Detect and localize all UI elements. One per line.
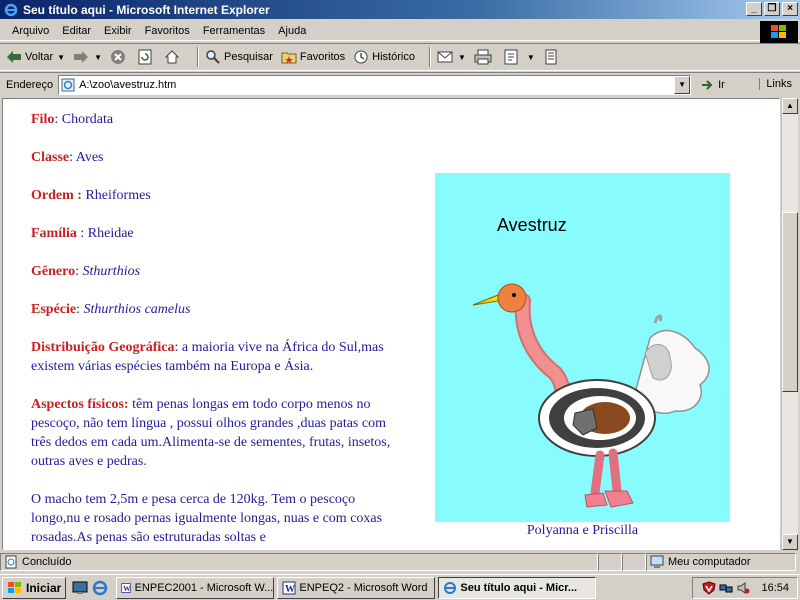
distribuicao-value: a maioria vive na África do Sul,mas existem várias espécies também na Europa e Ásia.: [31, 340, 384, 374]
macho-paragraph: O macho tem 2,5m e pesa cerca de 120kg. Tem o pescoço longo,nu e rosado pernas igualmente longas, nuas e com coxas rosadas.As penas são estruturadas soltas e: [31, 492, 383, 545]
stop-button[interactable]: [110, 49, 129, 65]
classe-row: Classe: Aves: [31, 150, 104, 165]
task-enpeq2[interactable]: [277, 577, 435, 599]
restore-button[interactable]: ❐: [764, 2, 780, 16]
standard-toolbar: [0, 43, 800, 71]
status-text: Concluído: [22, 556, 72, 568]
ie-icon: [443, 581, 457, 595]
windows-logo-icon: [760, 21, 798, 43]
task-label: Seu título aqui - Micr...: [460, 581, 578, 594]
search-label: Pesquisar: [223, 51, 273, 63]
task-label: ENPEC2001 - Microsoft W...: [134, 581, 274, 594]
minimize-button[interactable]: _: [746, 2, 762, 16]
taxonomy-text: [31, 110, 401, 550]
go-label: Ir: [718, 78, 725, 91]
aspectos-value: têm penas longas em todo corpo menos no pescoço, não tem língua , possui olhos grandes ,duas patas com três dedos em cada um.Alimenta-se de sementes, frutas, insetos, outras aves e pedras.: [31, 397, 391, 469]
print-button[interactable]: [474, 49, 495, 65]
filo-value: Chordata: [61, 112, 114, 127]
edit-icon: [503, 49, 521, 65]
start-label: Iniciar: [26, 580, 62, 595]
menu-ferramentas[interactable]: Ferramentas: [202, 24, 266, 37]
vertical-scrollbar[interactable]: [781, 98, 798, 550]
especie-row: Espécie: Sthurthios camelus: [31, 302, 191, 317]
mail-icon: [437, 50, 455, 64]
menu-editar[interactable]: Editar: [62, 24, 92, 37]
refresh-button[interactable]: [137, 49, 156, 65]
ordem-label: Ordem :: [31, 188, 82, 203]
address-url: A:\zoo\avestruz.htm: [79, 78, 177, 91]
history-label: Histórico: [372, 51, 415, 63]
picture-title: Avestruz: [497, 215, 567, 235]
menu-exibir[interactable]: Exibir: [104, 24, 132, 37]
home-button[interactable]: [164, 49, 183, 65]
address-bar: [0, 72, 800, 96]
task-ie-active[interactable]: [438, 577, 596, 599]
task-label: ENPEQ2 - Microsoft Word: [299, 581, 428, 594]
stop-icon: [110, 49, 126, 65]
history-button[interactable]: [353, 49, 415, 65]
scroll-down-button[interactable]: ▼: [782, 534, 798, 550]
clock[interactable]: 16:54: [761, 582, 789, 594]
scroll-up-button[interactable]: ▲: [782, 98, 798, 114]
go-button[interactable]: [701, 79, 725, 91]
toolbar-separator: [429, 47, 431, 67]
status-cell: [622, 553, 646, 571]
menu-bar: [0, 21, 800, 41]
especie-label: Espécie: [31, 302, 77, 317]
genero-row: Gênero: Sthurthios: [31, 264, 141, 279]
back-label: Voltar: [25, 51, 54, 63]
address-label: Endereço: [6, 78, 54, 91]
task-enpec2001[interactable]: [116, 577, 274, 599]
windows-start-icon: [7, 581, 23, 595]
picture-caption: Polyanna e Priscilla: [526, 523, 639, 538]
refresh-icon: [137, 49, 153, 65]
title-bar[interactable]: [0, 0, 800, 19]
word-icon: [282, 581, 296, 595]
ordem-row: [31, 186, 401, 205]
aspectos-row: [31, 395, 401, 471]
toolbar-separator: [197, 47, 199, 67]
forward-button[interactable]: ▼: [73, 50, 102, 64]
document-icon: [543, 49, 559, 65]
window-title: Seu título aqui - Microsoft Internet Explorer: [23, 2, 270, 17]
distribuicao-row: Distribuição Geográfica: a maioria vive na África do Sul,mas existem várias espécies também na Europa e Ásia.: [31, 340, 384, 374]
ostrich-illustration: [435, 173, 730, 522]
network-icon[interactable]: [719, 581, 733, 595]
aspectos-label: Aspectos físicos:: [31, 397, 129, 412]
familia-label: Família: [31, 226, 77, 241]
computer-icon: [650, 555, 664, 569]
familia-value: Rheidae: [87, 226, 134, 241]
system-tray: [692, 577, 798, 599]
genero-value: Sthurthios: [82, 264, 141, 279]
back-button[interactable]: Voltar ▼: [6, 50, 65, 64]
quick-launch: [72, 580, 108, 596]
address-dropdown-button[interactable]: ▼: [674, 76, 690, 94]
go-arrow-icon: [701, 79, 715, 91]
show-desktop-icon[interactable]: [72, 580, 88, 596]
search-icon: [205, 49, 221, 65]
classe-value: Aves: [75, 150, 104, 165]
search-button[interactable]: [205, 49, 273, 65]
printer-icon: [474, 49, 492, 65]
links-button[interactable]: Links: [759, 78, 792, 90]
antivirus-shield-icon[interactable]: [702, 581, 716, 595]
favorites-label: Favoritos: [299, 51, 346, 63]
distribuicao-label: Distribuição Geográfica: [31, 340, 175, 355]
close-button[interactable]: ×: [782, 2, 798, 16]
status-cell: [598, 553, 622, 571]
history-icon: [353, 49, 369, 65]
page-icon: [61, 78, 75, 92]
ordem-value: Rheiformes: [85, 188, 151, 203]
forward-arrow-icon: [73, 50, 89, 64]
home-icon: [164, 49, 180, 65]
menu-arquivo[interactable]: Arquivo: [12, 24, 50, 37]
back-arrow-icon: [6, 50, 22, 64]
scroll-thumb[interactable]: [782, 212, 798, 392]
taskbar: [0, 574, 800, 600]
filo-row: Filo: Chordata: [31, 112, 114, 127]
page-done-icon: [4, 555, 18, 569]
filo-label: Filo: [31, 112, 55, 127]
ie-launch-icon[interactable]: [92, 580, 108, 596]
genero-label: Gênero: [31, 264, 76, 279]
svg-text:W: W: [123, 583, 131, 593]
ostrich-drawing: [435, 173, 730, 522]
especie-value: Sthurthios camelus: [83, 302, 191, 317]
ie-logo-icon: [3, 2, 19, 18]
zone-cell: [646, 553, 796, 571]
status-text-cell: [0, 553, 598, 571]
menu-ajuda[interactable]: Ajuda: [278, 24, 307, 37]
zone-text: Meu computador: [668, 556, 751, 568]
status-bar: [0, 552, 800, 572]
favorites-folder-icon: [281, 50, 297, 64]
svg-text:W: W: [285, 583, 296, 595]
favorites-button[interactable]: [281, 50, 345, 64]
word-icon: [121, 581, 131, 595]
menu-favoritos[interactable]: Favoritos: [144, 24, 190, 37]
edit-button[interactable]: ▼: [503, 49, 535, 65]
volume-icon[interactable]: [736, 581, 750, 595]
page-content: [2, 98, 780, 550]
discuss-button[interactable]: [543, 49, 562, 65]
familia-row: Família : Rheidae: [31, 226, 134, 241]
address-input[interactable]: [58, 75, 691, 95]
classe-label: Classe: [31, 150, 70, 165]
mail-button[interactable]: ▼: [437, 50, 466, 64]
start-button[interactable]: [2, 577, 66, 599]
